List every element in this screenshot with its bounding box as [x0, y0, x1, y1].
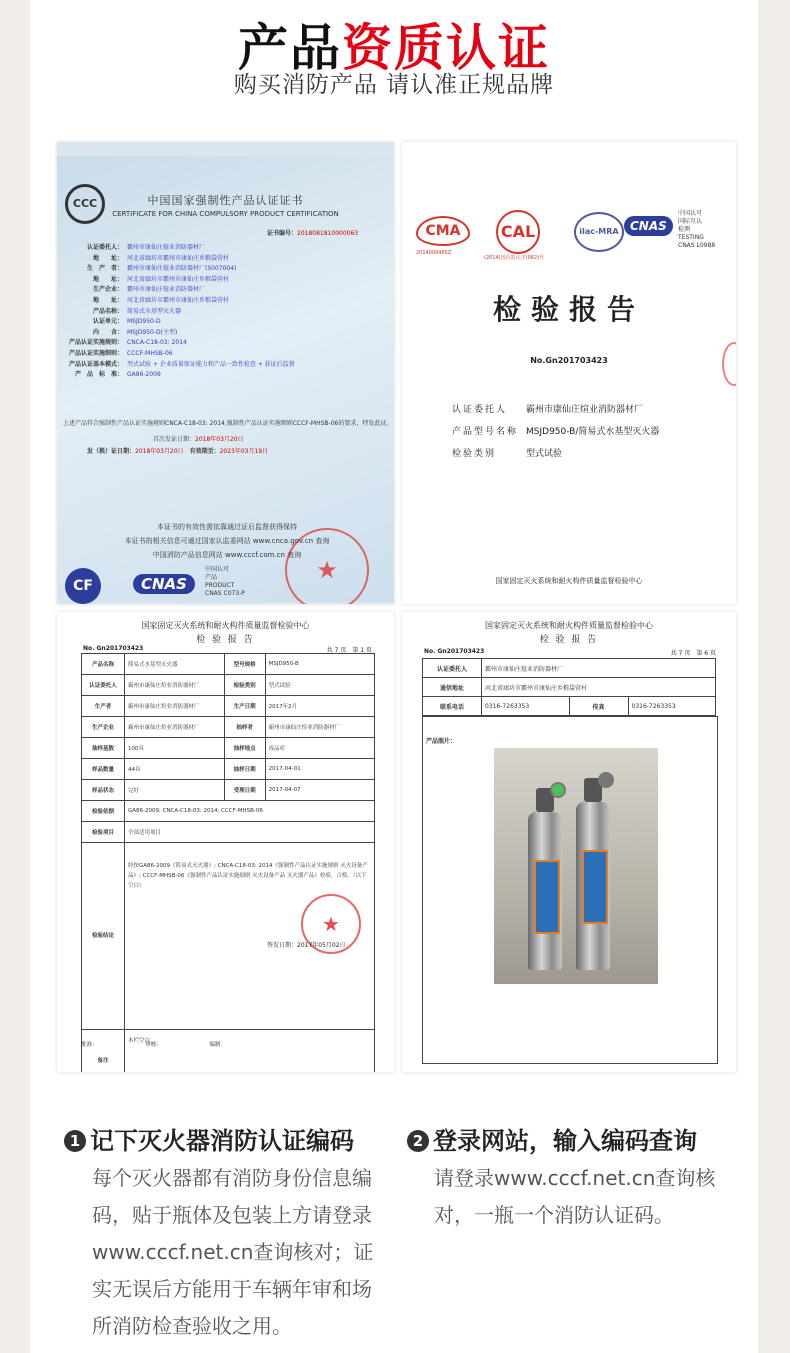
certificate-title-cn: 中国国家强制性产品认证证书: [147, 194, 304, 207]
table-row: 通信地址 河北省廊坊市霸州市康仙庄乡粮袋营村: [423, 678, 716, 697]
table-row: 检验项目 全部适用项目: [82, 822, 375, 843]
step-2-body: 请登录www.cccf.net.cn查询核 对，一瓶一个消防认证码。: [434, 1166, 716, 1227]
report-number: No. Gn201703423: [83, 645, 144, 652]
report-number: No. Gn201703423: [424, 648, 485, 655]
table-row: 样品数量 44具 抽样日期 2017-04-01: [82, 759, 375, 780]
cnas-info: 中国认可 国际互认 检测 TESTING CNAS L0988: [678, 210, 716, 249]
table-row: 认证委托人 霸州市康仙庄煊业消防器材厂 检验类别 型式试验: [82, 675, 375, 696]
report-title: 检 验 报 告: [539, 635, 599, 645]
report-cover-footer: 国家固定灭火系统和耐火构件质量监督检验中心: [495, 577, 643, 585]
cal-logo-icon: CAL: [496, 210, 540, 254]
cnas-logo-icon: CNAS: [133, 574, 195, 594]
first-issue-date: 首次发证日期：2018年03月20日: [153, 436, 244, 443]
table-row: 生产者 霸州市康仙庄煊业消防器材厂 生产日期 2017年2月: [82, 696, 375, 717]
report-table: [81, 653, 375, 1072]
certificate-row: 生产企业： 霸州市康仙庄煊业消防器材厂: [92, 286, 206, 294]
report-number: No.Gn201703423: [530, 356, 608, 365]
report-page: 共 7 页 第 6 页: [670, 650, 716, 657]
cover-row: 产品型号名称 MSJD950-B/简易式水基型灭火器: [452, 427, 660, 437]
report-page: 共 7 页 第 1 页: [326, 647, 372, 654]
extinguisher-icon: [576, 802, 610, 970]
certificate-row: 产品认证实施规则： CNCA-C18-03: 2014: [68, 339, 187, 347]
accreditation-logos: [416, 208, 726, 268]
report-org: 国家固定灭火系统和耐火构件质量监督检验中心: [141, 621, 310, 630]
title-red: 资质认证: [342, 19, 550, 77]
ilac-logo-icon: ilac-MRA: [574, 212, 624, 252]
certificate-rows: [67, 242, 387, 380]
table-row: 产品名称 简易式水基型灭火器 型号规格 MSJD950-B: [82, 654, 375, 675]
seal-edge-icon: [722, 342, 736, 386]
red-seal-icon: ★: [301, 894, 361, 954]
ccc-logo-icon: CCC: [65, 184, 105, 224]
certificate-row: 地 址： 河北省廊坊市霸州市康仙庄乡粮袋营村: [92, 254, 230, 262]
ccc-certificate-image: [57, 142, 394, 604]
cf-logo-icon: CF: [65, 568, 101, 604]
table-row: 抽样基数 100具 抽样地点 成品库: [82, 738, 375, 759]
report-signatures: 批准： 审核： 编制：: [81, 1042, 227, 1048]
cal-code: (2014)国认监认字(062)号: [484, 255, 545, 261]
table-row: 样品状态 完好 受理日期 2017-04-07: [82, 780, 375, 801]
cma-code: 2014000465Z: [416, 250, 452, 256]
table-row: 检验结论 经按GA86-2009《简易式灭火器》; CNCA-C18-03: 2014《强制性产品认证实施规则 灭火设备产品》; CCCF-MHSB-06《强制性产品认证实施细则 灭火设备产品 灭火器产品》检验，合格。（以下空白）: [82, 843, 375, 1030]
step-1-body: 每个灭火器都有消防身份信息编 码，贴于瓶体及包装上方请登录 www.cccf.net.cn查询核对；证 实无误后方能用于车辆年审和场 所消防检查验收之用。: [92, 1166, 374, 1338]
table-row: 生产企业 霸州市康仙庄煊业消防器材厂 抽样者 霸州市康仙庄煊业消防器材厂: [82, 717, 375, 738]
page-subtitle: 购买消防产品 请认准正规品牌: [233, 72, 555, 98]
cover-row: 检验类别 型式试验: [452, 449, 563, 459]
sign-date: 签发日期：2017年05月02日: [267, 942, 346, 949]
report-cover-image: [402, 142, 736, 604]
red-seal-icon: ★: [285, 528, 369, 604]
certificate-number: 证书编号：2018081810000063: [267, 230, 359, 237]
extinguisher-icon: [528, 812, 562, 970]
table-row: 认证委托人 霸州市康仙庄煊业消防器材厂: [423, 659, 716, 678]
page: [30, 0, 758, 1353]
report-cover-rows: [452, 402, 659, 468]
photo-label: 产品照片：: [426, 738, 457, 745]
title-black: 产品: [238, 19, 342, 77]
cma-logo-icon: CMA: [416, 216, 470, 246]
fire-extinguisher-photo: [494, 748, 658, 984]
cnas-logo-icon: CNAS: [624, 216, 673, 236]
change-date: 发（换）证日期：2018年03月20日 有效期至：2023年03月19日: [87, 448, 269, 455]
cover-row: 认证委托人 霸州市康仙庄煊业消防器材厂: [452, 405, 644, 415]
report-table-image: [57, 612, 394, 1072]
certificate-statement: 上述产品符合强制性产品认证实施规则CNCA-C18-03: 2014,强制性产品认证实施细则CCCF-MHSB-06的要求，特发此证。: [63, 420, 393, 427]
report-title: 检验报告: [492, 293, 645, 326]
certificate-row: 产品认证基本模式： 型式试验 + 企业质量保证能力和产品一致性检查 + 获证后监督: [68, 360, 295, 368]
report-title: 检 验 报 告: [196, 635, 255, 645]
certificate-row: 生 产 者： 霸州市康仙庄煊业消防器材厂(S007004): [86, 265, 237, 273]
step-1-title: 1 记下灭火器消防认证编码: [64, 1121, 354, 1156]
cnas-info: 中国认可 产品 PRODUCT CNAS C073-P: [205, 566, 245, 597]
report-photo-page-image: [402, 612, 736, 1072]
certificate-row: 产品认证实施细则： CCCF-MHSB-06: [68, 349, 173, 357]
certificate-row: 地 址： 河北省廊坊市霸州市康仙庄乡粮袋营村: [92, 275, 230, 283]
certificate-row: 认证委托人： 霸州市康仙庄煊业消防器材厂: [86, 244, 206, 251]
certificate-row: 产 品 标 准： GA86-2009: [74, 371, 161, 379]
certificate-row: 认证单元： MSJD950-D: [92, 318, 161, 326]
step-2-title: 2 登录网站，输入编码查询: [407, 1121, 697, 1156]
table-row: 联系电话 0316-7263353 传真 0316-7263353: [423, 697, 716, 716]
certificate-row: 内 含： MSJD950-D(主型): [92, 328, 178, 336]
certificate-footer: 本证书的有效性需依靠通过证后监督获得保持 本证书的相关信息可通过国家认监委网站 www.cnca.gov.cn 查询 中国消防产品信息网站 www.cccf.com.cn 查询: [124, 523, 330, 559]
table-row: 备注 本栏空白: [82, 1030, 375, 1073]
report-org: 国家固定灭火系统和耐火构件质量监督检验中心: [485, 621, 653, 630]
contact-table: [422, 658, 716, 716]
certificate-row: 地 址： 河北省廊坊市霸州市康仙庄乡粮袋营村: [92, 296, 230, 304]
table-row: 检验依据 GA86-2009; CNCA-C18-03: 2014; CCCF-MHSB-06: [82, 801, 375, 822]
certificate-title-en: CERTIFICATE FOR CHINA COMPULSORY PRODUCT CERTIFICATION: [112, 210, 339, 218]
certificate-row: 产品名称： 简易式水基型灭火器: [92, 307, 182, 315]
